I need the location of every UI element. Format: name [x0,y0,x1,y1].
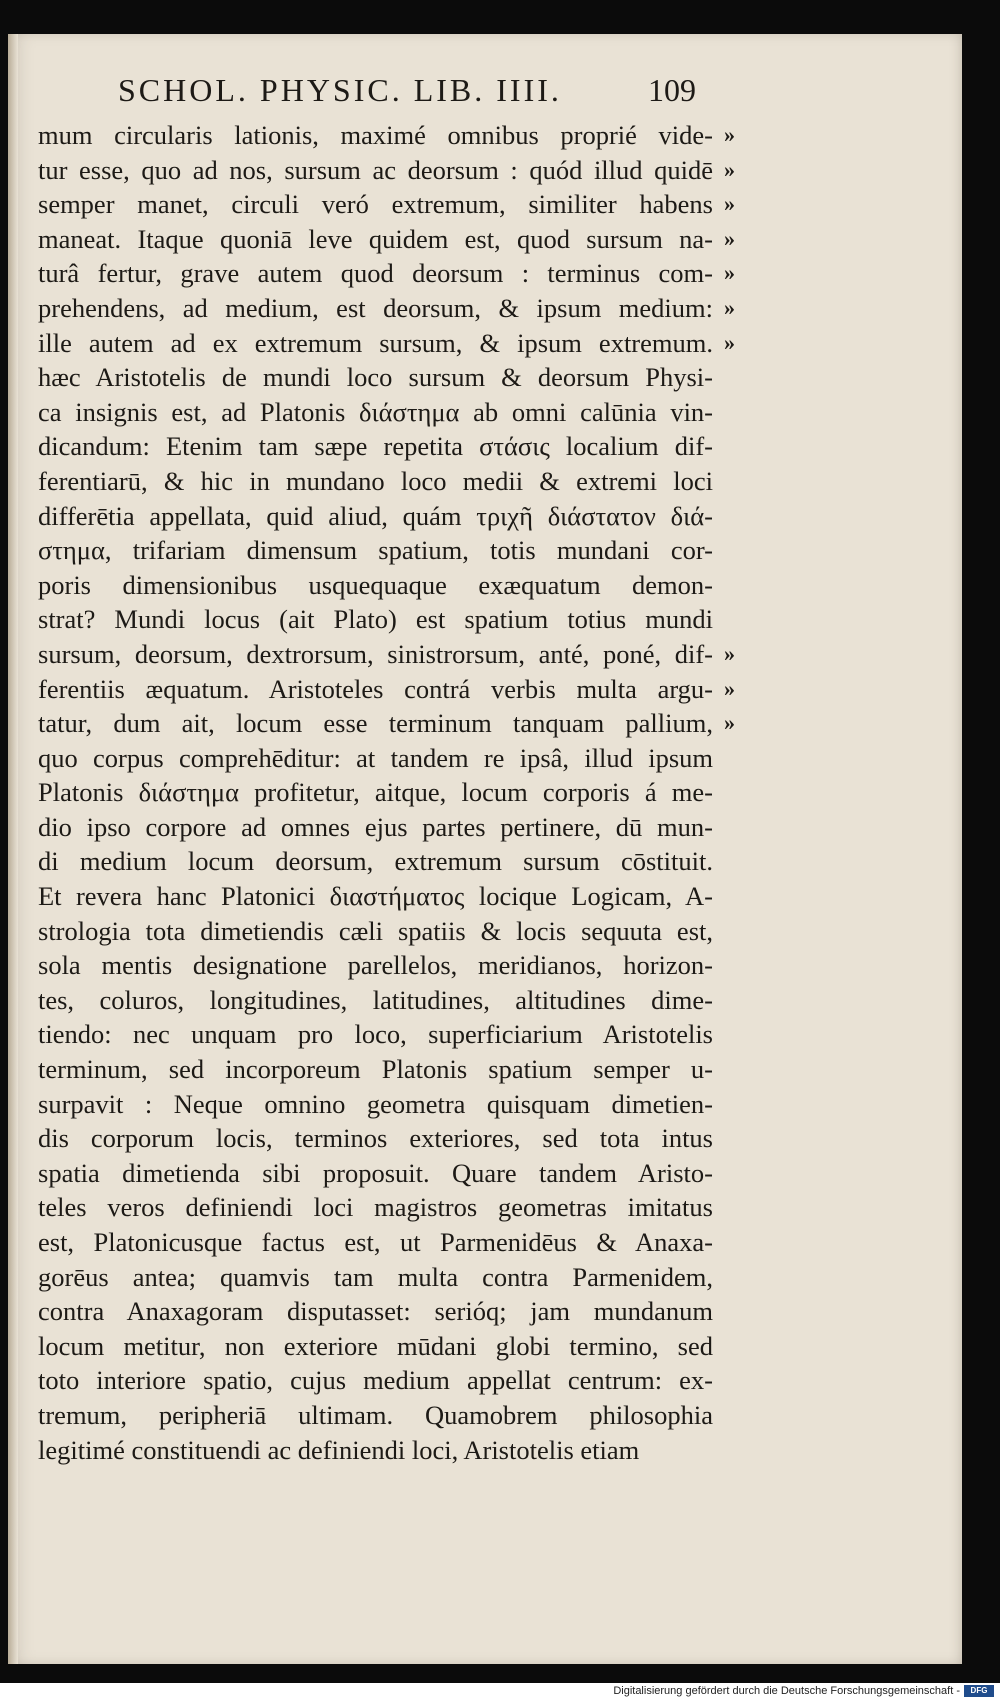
margin-mark: » [724,225,735,251]
text-line: sursum, deorsum, dextrorsum, sinistrorsum, anté, poné, dif- [38,638,713,669]
text-line: ille autem ad ex extremum sursum, & ipsum extremum. [38,327,713,358]
margin-mark: » [724,710,735,736]
text-line: hæc Aristotelis de mundi loco sursum & deorsum Physi- [38,362,713,393]
body-text [38,118,713,1467]
text-line: locum metitur, non exteriore mūdani globi termino, sed [38,1330,713,1361]
text-line: ca insignis est, ad Platonis διάστημα ab omni calūnia vin- [38,396,713,427]
dfg-logo: DFG [964,1685,994,1697]
text-line: ferentiarū, & hic in mundano loco medii & extremi loci [38,465,713,496]
page-number: 109 [648,72,696,108]
margin-mark: » [724,329,735,355]
text-line: di medium locum deorsum, extremum sursum cōstituit. [38,846,713,877]
text-line: legitimé constituendi ac definiendi loci, Aristotelis etiam [38,1434,640,1465]
text-line: strat? Mundi locus (ait Plato) est spatium totius mundi [38,604,713,635]
text-line: Platonis διάστημα profitetur, aitque, locum corporis á me- [38,777,713,808]
text-line: ferentiis æquatum. Aristoteles contrá verbis multa argu- [38,673,713,704]
text-line: terminum, sed incorporeum Platonis spatium semper u- [38,1054,713,1085]
margin-mark: » [724,641,735,666]
text-line: tur esse, quo ad nos, sursum ac deorsum : quód illud quidē [38,154,713,185]
text-line: contra Anaxagoram disputasset: serióq; jam mundanum [38,1296,713,1327]
text-line: maneat. Itaque quoniā leve quidem est, quod sursum na- [38,223,713,254]
margin-mark: » [724,260,735,286]
text-line: dicandum: Etenim tam sæpe repetita στάσις localium dif- [38,431,713,462]
text-line: tatur, dum ait, locum esse terminum tanquam pallium, [38,708,713,739]
page-gutter-shadow [8,34,18,1664]
text-line: tiendo: nec unquam pro loco, superficiarium Aristotelis [38,1019,713,1050]
text-line: dio ipso corpore ad omnes ejus partes pertinere, dū mun- [38,811,713,842]
funding-credit: Digitalisierung gefördert durch die Deutsche Forschungsgemeinschaft - [613,1685,960,1697]
text-line: spatia dimetienda sibi proposuit. Quare tandem Aristo- [38,1157,713,1188]
margin-mark: » [724,295,735,320]
text-line: dis corporum locis, terminos exteriores, sed tota intus [38,1123,713,1154]
text-line: est, Platonicusque factus est, ut Parmenidēus & Anaxa- [38,1227,713,1257]
text-line: semper manet, circuli veró extremum, similiter habens [38,189,713,220]
text-line: differētia appellata, quid aliud, quám τριχῆ διάστατον διά- [38,500,713,531]
text-line: tremum, peripheriā ultimam. Quamobrem philosophia [38,1399,713,1430]
text-line: tes, coluros, longitudines, latitudines, altitudines dime- [38,984,713,1015]
text-line: στημα, trifariam dimensum spatium, totis mundani cor- [38,535,713,566]
margin-mark: » [724,191,735,217]
book-page [8,34,962,1664]
text-line: toto interiore spatio, cujus medium appellat centrum: ex- [38,1365,713,1396]
text-line: gorēus antea; quamvis tam multa contra Parmenidem, [38,1261,713,1292]
text-line: Et revera hanc Platonici διαστήματος locique Logicam, A- [38,881,713,912]
margin-mark: » [724,675,735,701]
running-head: SCHOL. PHYSIC. LIB. IIII. [118,72,562,108]
text-line: quo corpus comprehēditur: at tandem re ipsâ, illud ipsum [38,742,713,773]
digitization-footer [0,1683,1000,1699]
text-line: poris dimensionibus usquequaque exæquatum demon- [38,569,713,600]
text-line: strologia tota dimetiendis cæli spatiis & locis sequuta est, [38,915,713,946]
text-line: prehendens, ad medium, est deorsum, & ipsum medium: [38,292,713,323]
margin-mark: » [724,156,735,182]
margin-mark: » [724,122,735,147]
text-line: surpavit : Neque omnino geometra quisquam dimetien- [38,1088,713,1119]
text-line: teles veros definiendi loci magistros geometras imitatus [38,1192,713,1223]
text-line: turâ fertur, grave autem quod deorsum : terminus com- [38,258,713,289]
text-line: mum circularis lationis, maximé omnibus proprié vide- [38,120,713,150]
text-line: sola mentis designatione parellelos, meridianos, horizon- [38,950,713,981]
